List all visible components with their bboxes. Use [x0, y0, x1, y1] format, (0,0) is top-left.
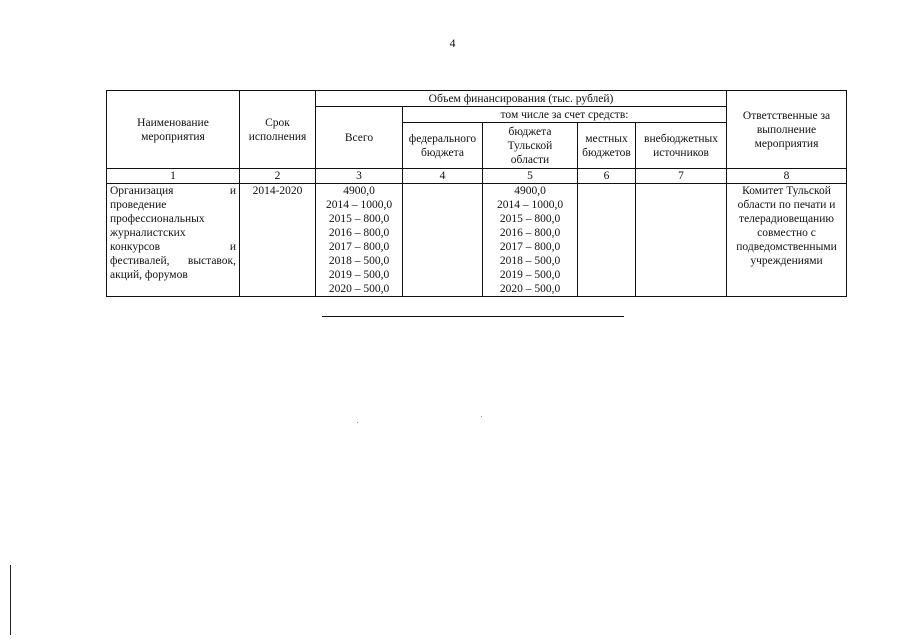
- scan-speck: [357, 422, 358, 423]
- scan-margin-mark: [10, 565, 11, 635]
- total-cell: 4900,0 2014 – 1000,0 2015 – 800,0 2016 – 800,0 2017 – 800,0 2018 – 500,0 2019 – 500,0 2020 – 500,0: [316, 184, 403, 297]
- page-number: 4: [449, 36, 456, 50]
- header-local: местных бюджетов: [578, 123, 636, 169]
- header-name: Наименование мероприятия: [107, 91, 240, 169]
- local-cell: [578, 184, 636, 297]
- header-funding: Объем финансирования (тыс. рублей): [316, 91, 727, 107]
- table-row: [107, 184, 847, 297]
- column-number: 3: [316, 169, 403, 184]
- regional-cell: 4900,0 2014 – 1000,0 2015 – 800,0 2016 – 800,0 2017 – 800,0 2018 – 500,0 2019 – 500,0 2020 – 500,0: [483, 184, 578, 297]
- column-number: 4: [403, 169, 483, 184]
- header-regional: бюджета Тульской области: [483, 123, 578, 169]
- column-number: 7: [636, 169, 727, 184]
- end-rule: [322, 316, 624, 317]
- column-number: 2: [240, 169, 316, 184]
- scan-speck: [481, 416, 482, 417]
- header-including: том числе за счет средств:: [403, 107, 727, 123]
- funding-table: [106, 90, 847, 297]
- activity-name-cell: Организация и проведение профессиональных журналистских конкурсов и фестивалей, выставок, акций, форумов: [107, 184, 240, 297]
- header-term: Срок исполнения: [240, 91, 316, 169]
- term-cell: 2014-2020: [240, 184, 316, 297]
- federal-cell: [403, 184, 483, 297]
- column-number: 1: [107, 169, 240, 184]
- column-number: 8: [727, 169, 847, 184]
- responsible-cell: Комитет Тульской области по печати и телерадиовещанию совместно с подведомственными учреждениями: [727, 184, 847, 297]
- header-federal: федерального бюджета: [403, 123, 483, 169]
- header-responsible: Ответственные за выполнение мероприятия: [727, 91, 847, 169]
- header-offbudget: внебюджетных источников: [636, 123, 727, 169]
- column-number-row: [107, 169, 847, 184]
- header-total: Всего: [316, 107, 403, 169]
- column-number: 5: [483, 169, 578, 184]
- column-number: 6: [578, 169, 636, 184]
- offbudget-cell: [636, 184, 727, 297]
